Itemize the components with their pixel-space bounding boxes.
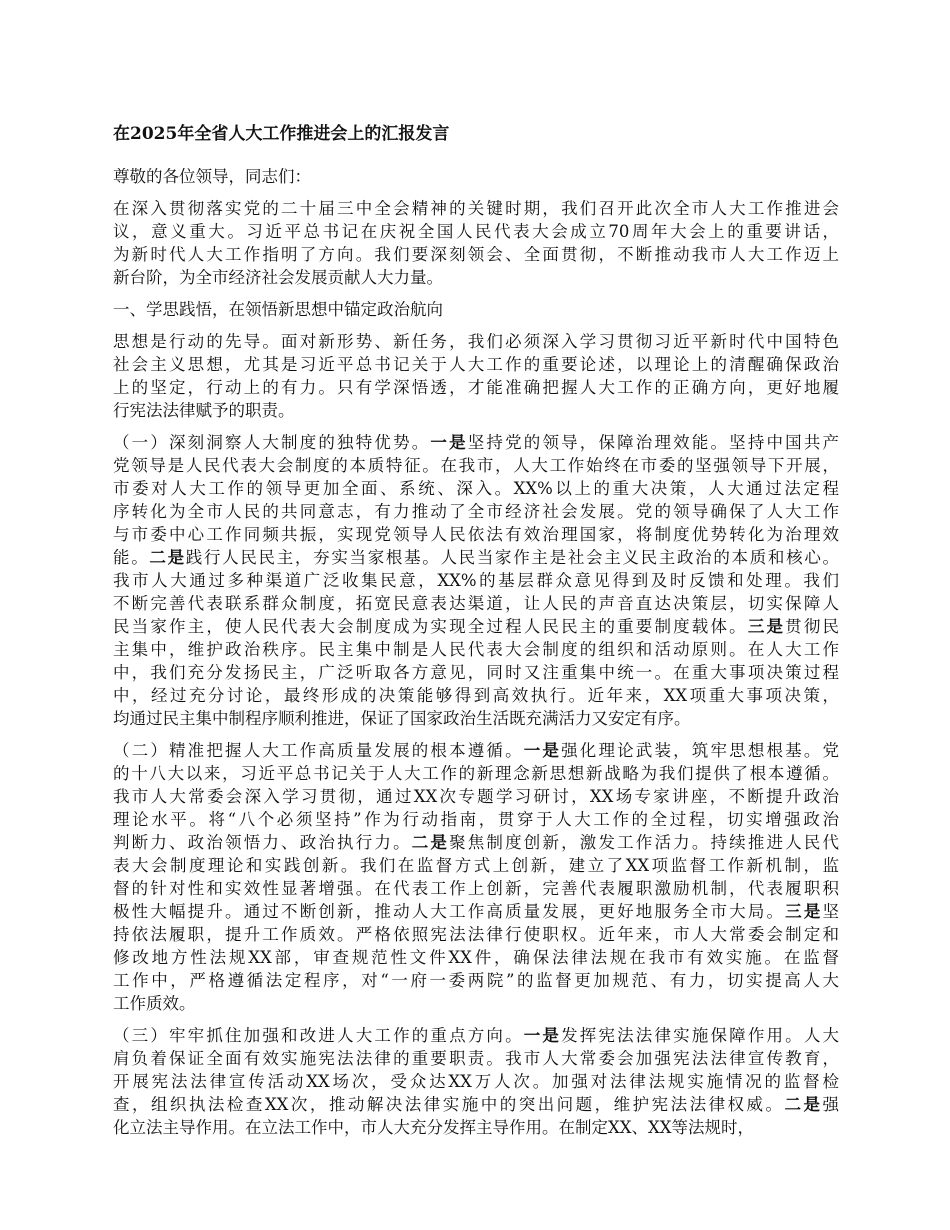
text-segment: 能。 xyxy=(113,548,150,567)
bold-text: 一是 xyxy=(430,433,468,452)
paragraph xyxy=(113,165,839,188)
text-segment: 一、学思践悟，在领悟新思想中锚定政治航向 xyxy=(113,300,443,319)
text-line xyxy=(113,500,839,523)
text-line xyxy=(113,946,839,969)
text-segment: 思想是行动的先导。面对新形势、新任务，我们必须深入学习贯彻习近平新时代中国特色 xyxy=(113,332,839,351)
document-title: 在2025年全省人大工作推进会上的汇报发言 xyxy=(113,124,450,144)
text-line xyxy=(113,454,839,477)
text-segment: 尊敬的各位领导，同志们： xyxy=(113,167,311,186)
text-line xyxy=(113,569,839,592)
text-segment: （二）精准把握人大工作高质量发展的根本遵循。 xyxy=(113,741,524,760)
text-segment: 工作中，严格遵循法定程序，对“一府一委两院”的监督更加规范、有力，切实提高人大 xyxy=(113,971,839,990)
text-segment: 极性大幅提升。通过不断创新，推动人大工作高质量发展，更好地服务全市大局。 xyxy=(113,902,786,921)
text-line xyxy=(113,900,839,923)
text-segment: 均通过民主集中制程序顺利推进，保证了国家政治生活既充满活力又安定有序。 xyxy=(113,709,691,728)
text-line xyxy=(113,661,839,684)
text-line xyxy=(113,684,839,707)
text-segment: 民当家作主，使人民代表大会制度成为实现全过程人民民主的重要制度载体。 xyxy=(113,617,748,636)
bold-text: 二是 xyxy=(784,1095,823,1114)
text-segment: 修改地方性法规XX部，审查规范性文件XX件，确保法律法规在我市有效实施。在监督 xyxy=(113,948,839,967)
text-segment: 中，经过充分讨论，最终形成的决策能够得到高效执行。近年来，XX项重大事项决策， xyxy=(113,686,839,705)
text-segment: 我市人大通过多种渠道广泛收集民意，XX%的基层群众意见得到及时反馈和处理。我们 xyxy=(113,571,839,590)
bold-text: 三是 xyxy=(747,617,786,636)
text-line xyxy=(113,266,839,289)
text-line xyxy=(113,592,839,615)
text-segment: 为新时代人大工作指明了方向。我们要深刻领会、全面贯彻，不断推动我市人大工作迈上 xyxy=(113,245,839,264)
text-segment: 主集中，维护政治秩序。民主集中制是人民代表大会制度的组织和活动原则。在人大工作 xyxy=(113,640,839,659)
bold-text: 一是 xyxy=(523,741,562,760)
text-line xyxy=(113,376,839,399)
text-segment: 党领导是人民代表大会制度的本质特征。在我市，人大工作始终在市委的坚强领导下开展， xyxy=(113,456,839,475)
text-line xyxy=(113,831,839,854)
text-segment: 表大会制度理论和实践创新。我们在监督方式上创新，建立了XX项监督工作新机制，监 xyxy=(113,856,839,875)
text-line xyxy=(113,243,839,266)
text-segment: 工作质效。 xyxy=(113,994,196,1013)
text-segment: 中，我们充分发扬民主，广泛听取各方意见，同时又注重集中统一。在重大事项决策过程 xyxy=(113,663,839,682)
text-segment: 肩负着保证全面有效实施宪法法律的重要职责。我市人大常委会加强宪法法律宣传教育， xyxy=(113,1049,839,1068)
text-segment: 践行人民民主，夯实当家根基。人民当家作主是社会主义民主政治的本质和核心。 xyxy=(185,548,840,567)
text-segment: 的十八大以来，习近平总书记关于人大工作的新理念新思想新战略为我们提供了根本遵循。 xyxy=(113,764,839,783)
paragraph xyxy=(113,1024,839,1139)
text-line xyxy=(113,197,839,220)
text-segment: 坚持党的领导，保障治理效能。坚持中国共产 xyxy=(467,433,840,452)
text-line xyxy=(113,477,839,500)
text-line xyxy=(113,546,839,569)
text-segment: 新台阶，为全市经济社会发展贡献人大力量。 xyxy=(113,268,443,287)
text-segment: 督的针对性和实效性显著增强。在代表工作上创新，完善代表履职激励机制，代表履职积 xyxy=(113,879,839,898)
text-segment: 理论水平。将“八个必须坚持”作为行动指南，贯穿于人大工作的全过程，切实增强政治 xyxy=(113,810,839,829)
document-page xyxy=(113,123,839,1148)
document-body xyxy=(113,165,839,1139)
text-segment: 持依法履职，提升工作质效。严格依照宪法法律行使职权。近年来，市人大常委会制定和 xyxy=(113,925,839,944)
text-line xyxy=(113,1116,839,1139)
text-line xyxy=(113,330,839,353)
paragraph xyxy=(113,298,839,321)
text-line xyxy=(113,877,839,900)
text-line xyxy=(113,854,839,877)
bold-text: 二是 xyxy=(411,833,450,852)
text-segment: 我市人大常委会深入学习贯彻，通过XX次专题学习研讨，XX场专家讲座，不断提升政治 xyxy=(113,787,839,806)
text-line xyxy=(113,808,839,831)
text-segment: 坚 xyxy=(822,902,840,921)
text-segment: 在深入贯彻落实党的二十届三中全会精神的关键时期，我们召开此次全市人大工作推进会 xyxy=(113,199,839,218)
bold-text: 一是 xyxy=(523,1026,562,1045)
text-line xyxy=(113,220,839,243)
text-segment: 开展宪法法律宣传活动XX场次，受众达XX万人次。加强对法律法规实施情况的监督检 xyxy=(113,1072,839,1091)
text-segment: 聚焦制度创新，激发工作活力。持续推进人民代 xyxy=(449,833,840,852)
text-line xyxy=(113,762,839,785)
text-line xyxy=(113,1093,839,1116)
paragraph xyxy=(113,330,839,422)
text-line xyxy=(113,785,839,808)
text-line xyxy=(113,969,839,992)
text-line xyxy=(113,615,839,638)
text-line xyxy=(113,1047,839,1070)
text-line xyxy=(113,739,839,762)
text-segment: 强化理论武装，筑牢思想根基。党 xyxy=(561,741,840,760)
text-segment: 市委对人大工作的领导更加全面、系统、深入。XX%以上的重大决策，人大通过法定程 xyxy=(113,479,839,498)
text-segment: 与市委中心工作同频共振，实现党领导人民依法有效治理国家，将制度优势转化为治理效 xyxy=(113,525,839,544)
text-segment: 查，组织执法检查XX次，推动解决法律实施中的突出问题，维护宪法法律权威。 xyxy=(113,1095,785,1114)
text-segment: 不断完善代表联系群众制度，拓宽民意表达渠道，让人民的声音直达决策层，切实保障人 xyxy=(113,594,839,613)
text-line xyxy=(113,298,839,321)
text-segment: 判断力、政治领悟力、政治执行力。 xyxy=(113,833,412,852)
text-segment: （一）深刻洞察人大制度的独特优势。 xyxy=(113,433,431,452)
text-line xyxy=(113,992,839,1015)
text-segment: 发挥宪法法律实施保障作用。人大 xyxy=(561,1026,840,1045)
text-segment: 贯彻民 xyxy=(785,617,840,636)
text-line xyxy=(113,1070,839,1093)
text-line xyxy=(113,707,839,730)
text-segment: （三）牢牢抓住加强和改进人大工作的重点方向。 xyxy=(113,1026,524,1045)
text-line xyxy=(113,399,839,422)
text-line xyxy=(113,165,839,188)
bold-text: 三是 xyxy=(785,902,823,921)
text-segment: 序转化为全市人民的共同意志，有力推动了全市经济社会发展。党的领导确保了人大工作 xyxy=(113,502,839,521)
text-line xyxy=(113,523,839,546)
text-segment: 上的坚定，行动上的有力。只有学深悟透，才能准确把握人大工作的正确方向，更好地履 xyxy=(113,378,839,397)
text-line xyxy=(113,923,839,946)
text-segment: 议，意义重大。习近平总书记在庆祝全国人民代表大会成立70周年大会上的重要讲话， xyxy=(113,222,839,241)
paragraph xyxy=(113,197,839,289)
bold-text: 二是 xyxy=(149,548,186,567)
paragraph xyxy=(113,431,839,730)
text-segment: 社会主义思想，尤其是习近平总书记关于人大工作的重要论述，以理论上的清醒确保政治 xyxy=(113,355,839,374)
text-line xyxy=(113,1024,839,1047)
text-line xyxy=(113,638,839,661)
paragraph xyxy=(113,739,839,1015)
text-line xyxy=(113,353,839,376)
text-segment: 化立法主导作用。在立法工作中，市人大充分发挥主导作用。在制定XX、XX等法规时， xyxy=(113,1118,754,1137)
text-segment: 强 xyxy=(822,1095,840,1114)
text-line xyxy=(113,431,839,454)
text-segment: 行宪法法律赋予的职责。 xyxy=(113,401,295,420)
